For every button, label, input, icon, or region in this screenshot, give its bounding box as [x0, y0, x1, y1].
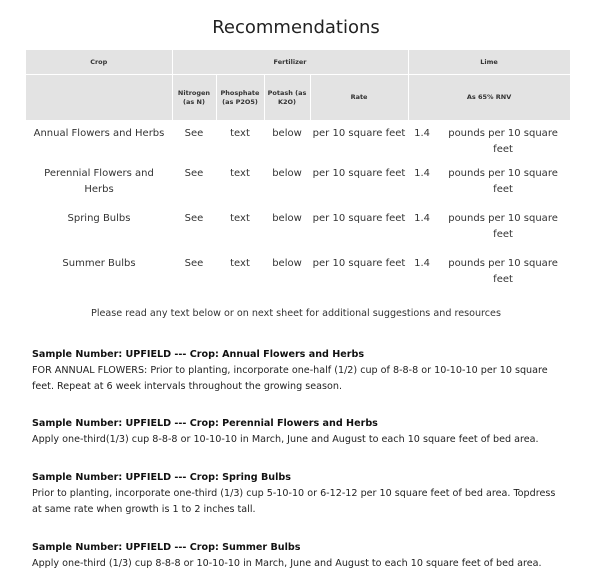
table-row [26, 121, 570, 166]
cell-nitrogen: See [184, 257, 204, 269]
cell-rate: per 10 square feet [312, 167, 406, 179]
cell-potash: below [272, 212, 302, 224]
header-lime: Lime [408, 50, 570, 75]
additional-info-note: Please read any text below or on next sheet for additional suggestions and resources [91, 308, 501, 319]
cell-rate: per 10 square feet [312, 257, 406, 269]
cell-lime-unit: pounds per 10 square feet [448, 167, 558, 195]
table-row [26, 256, 570, 301]
cell-lime-unit: pounds per 10 square feet [448, 257, 558, 285]
header-phosphate: Phosphate (as P2O5) [216, 75, 264, 121]
sample-section-summer-bulbs [32, 540, 562, 572]
cell-lime-unit: pounds per 10 square feet [448, 212, 558, 240]
cell-nitrogen: See [184, 128, 204, 139]
cell-rate: per 10 square feet [312, 212, 406, 224]
header-nitrogen: Nitrogen (as N) [172, 75, 216, 121]
cell-crop: Perennial Flowers and Herbs [44, 167, 154, 195]
cell-lime-value: 1.4 [414, 257, 430, 269]
cell-rate: per 10 square feet [312, 128, 406, 139]
header-potash: Potash (as K2O) [264, 75, 310, 121]
cell-potash: below [272, 167, 302, 179]
cell-potash: below [272, 257, 302, 269]
cell-potash: below [272, 128, 302, 139]
cell-phosphate: text [230, 167, 250, 179]
sample-section-perennial [32, 416, 562, 448]
recommendations-table [26, 50, 571, 301]
table-row [26, 211, 570, 256]
sample-section-spring-bulbs [32, 470, 562, 518]
cell-phosphate: text [230, 128, 250, 139]
page-title: Recommendations [212, 17, 380, 38]
cell-lime-value: 1.4 [414, 212, 430, 224]
header-rate: Rate [310, 75, 408, 121]
cell-crop: Summer Bulbs [62, 257, 136, 269]
header-crop: Crop [26, 50, 172, 75]
sample-text: Apply one-third(1/3) cup 8-8-8 or 10-10-10 in March, June and August to each 10 square feet of bed area. [32, 434, 539, 445]
cell-lime-value: 1.4 [414, 167, 430, 179]
header-crop-blank [26, 75, 172, 121]
sample-text: FOR ANNUAL FLOWERS: Prior to planting, incorporate one-half (1/2) cup of 8-8-8 or 10-10-10 per 10 square feet. Repeat at 6 week intervals throughout the growing season. [32, 365, 548, 392]
cell-crop: Annual Flowers and Herbs [33, 128, 165, 139]
header-fertilizer: Fertilizer [172, 50, 408, 75]
cell-phosphate: text [230, 257, 250, 269]
sample-heading: Sample Number: UPFIELD --- Crop: Spring Bulbs [32, 472, 291, 483]
cell-nitrogen: See [184, 167, 204, 179]
cell-crop: Spring Bulbs [67, 212, 131, 224]
sample-text: Prior to planting, incorporate one-third (1/3) cup 5-10-10 or 6-12-12 per 10 square feet of bed area. Topdress at same rate when growth is 1 to 2 inches tall. [32, 488, 556, 515]
cell-lime-value: 1.4 [414, 128, 430, 139]
sample-heading: Sample Number: UPFIELD --- Crop: Summer Bulbs [32, 542, 301, 553]
sample-section-annual [32, 347, 562, 395]
table-row [26, 166, 570, 211]
sample-heading: Sample Number: UPFIELD --- Crop: Annual Flowers and Herbs [32, 349, 365, 360]
cell-lime-unit: pounds per 10 square feet [448, 128, 558, 155]
sample-heading: Sample Number: UPFIELD --- Crop: Perennial Flowers and Herbs [32, 418, 378, 429]
cell-phosphate: text [230, 212, 250, 224]
sample-text: Apply one-third (1/3) cup 8-8-8 or 10-10-10 in March, June and August to each 10 square feet of bed area. [32, 558, 542, 569]
cell-nitrogen: See [184, 212, 204, 224]
header-lime-unit: As 65% RNV [408, 75, 570, 121]
